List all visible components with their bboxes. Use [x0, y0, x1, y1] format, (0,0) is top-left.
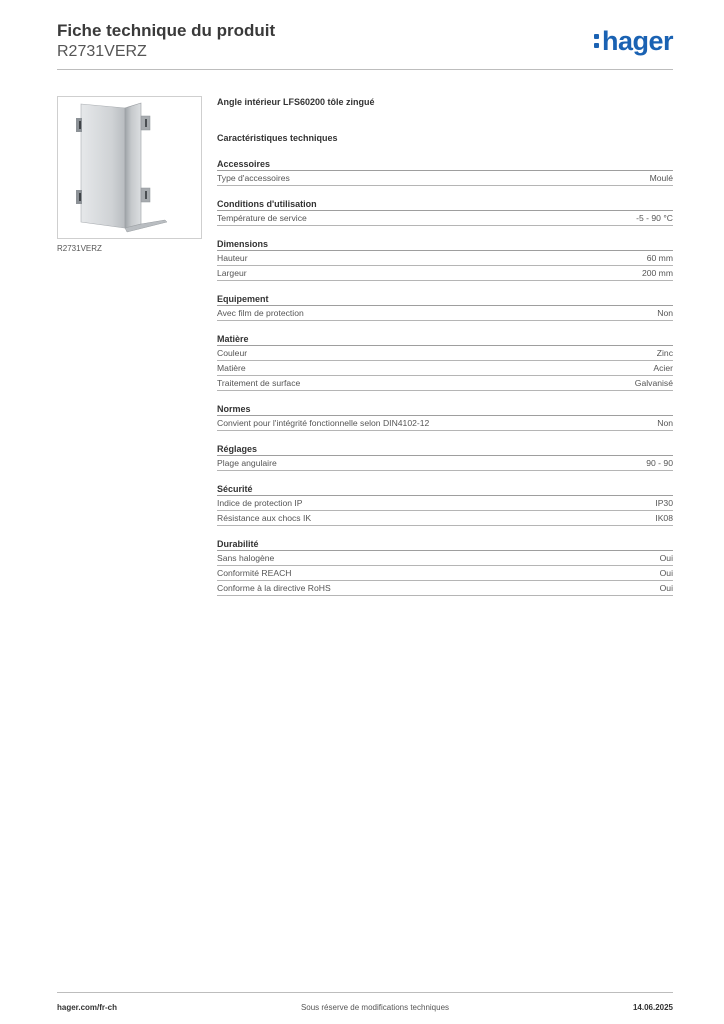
- spec-row: [217, 346, 673, 361]
- spec-label: Sans halogène: [217, 553, 275, 563]
- spec-value: IK08: [655, 513, 673, 523]
- spec-label: Convient pour l'intégrité fonctionnelle selon DIN4102-12: [217, 418, 430, 428]
- spec-label: Couleur: [217, 348, 248, 358]
- spec-row: [217, 171, 673, 186]
- spec-value: Acier: [653, 363, 673, 373]
- spec-label: Hauteur: [217, 253, 248, 263]
- spec-row: [217, 266, 673, 281]
- section-title: Dimensions: [217, 238, 673, 251]
- section-title: Réglages: [217, 443, 673, 456]
- spec-section: [217, 483, 673, 526]
- spec-sections: [217, 158, 673, 596]
- page-header: [57, 20, 673, 70]
- footer-website[interactable]: hager.com/fr-ch: [57, 1003, 118, 1012]
- spec-section: [217, 293, 673, 321]
- spec-label: Conformité REACH: [217, 568, 292, 578]
- spec-label: Avec film de protection: [217, 308, 304, 318]
- spec-label: Traitement de surface: [217, 378, 301, 388]
- spec-value: Zinc: [656, 348, 673, 358]
- spec-label: Température de service: [217, 213, 307, 223]
- spec-label: Largeur: [217, 268, 247, 278]
- spec-row: [217, 306, 673, 321]
- footer-date: 14.06.2025: [632, 1003, 673, 1012]
- spec-value: Oui: [659, 553, 673, 563]
- spec-section: [217, 403, 673, 431]
- footer-disclaimer: Sous réserve de modifications techniques: [300, 1003, 450, 1012]
- logo-text: hager: [601, 26, 673, 56]
- spec-section: [217, 198, 673, 226]
- spec-label: Plage angulaire: [217, 458, 277, 468]
- section-title: Accessoires: [217, 158, 673, 171]
- product-reference: R2731VERZ: [57, 43, 147, 60]
- spec-section: [217, 538, 673, 596]
- spec-value: 90 - 90: [646, 458, 673, 468]
- product-name: Angle intérieur LFS60200 tôle zingué: [217, 97, 375, 107]
- spec-section: [217, 158, 673, 186]
- spec-section: [217, 333, 673, 391]
- technical-characteristics-title: Caractéristiques techniques: [217, 133, 338, 143]
- section-title: Equipement: [217, 293, 673, 306]
- spec-value: 200 mm: [641, 268, 673, 278]
- product-image: [57, 96, 202, 239]
- spec-value: -5 - 90 °C: [636, 213, 673, 223]
- technical-content: [217, 96, 673, 596]
- spec-row: [217, 361, 673, 376]
- spec-value: Oui: [659, 583, 673, 593]
- spec-label: Conforme à la directive RoHS: [217, 583, 331, 593]
- section-title: Conditions d'utilisation: [217, 198, 673, 211]
- section-title: Matière: [217, 333, 673, 346]
- section-title: Sécurité: [217, 483, 673, 496]
- spec-value: Non: [657, 418, 673, 428]
- spec-value: Moulé: [649, 173, 673, 183]
- spec-value: 60 mm: [646, 253, 673, 263]
- spec-label: Matière: [217, 363, 246, 373]
- spec-label: Indice de protection IP: [217, 498, 303, 508]
- spec-row: [217, 416, 673, 431]
- spec-row: [217, 581, 673, 596]
- page-title: Fiche technique du produit: [57, 21, 276, 40]
- section-title: Durabilité: [217, 538, 673, 551]
- spec-row: [217, 211, 673, 226]
- page-footer: [57, 992, 673, 1012]
- spec-row: [217, 376, 673, 391]
- spec-row: [217, 511, 673, 526]
- spec-value: Galvanisé: [634, 378, 673, 388]
- hager-logo: [594, 26, 673, 56]
- section-title: Normes: [217, 403, 673, 416]
- spec-label: Type d'accessoires: [217, 173, 290, 183]
- image-caption: R2731VERZ: [57, 244, 102, 253]
- spec-label: Résistance aux chocs IK: [217, 513, 312, 523]
- spec-row: [217, 566, 673, 581]
- spec-row: [217, 251, 673, 266]
- spec-row: [217, 456, 673, 471]
- spec-value: IP30: [655, 498, 673, 508]
- spec-row: [217, 551, 673, 566]
- spec-section: [217, 238, 673, 281]
- spec-value: Oui: [659, 568, 673, 578]
- spec-value: Non: [657, 308, 673, 318]
- spec-row: [217, 496, 673, 511]
- spec-section: [217, 443, 673, 471]
- logo-colon-icon: [594, 31, 600, 51]
